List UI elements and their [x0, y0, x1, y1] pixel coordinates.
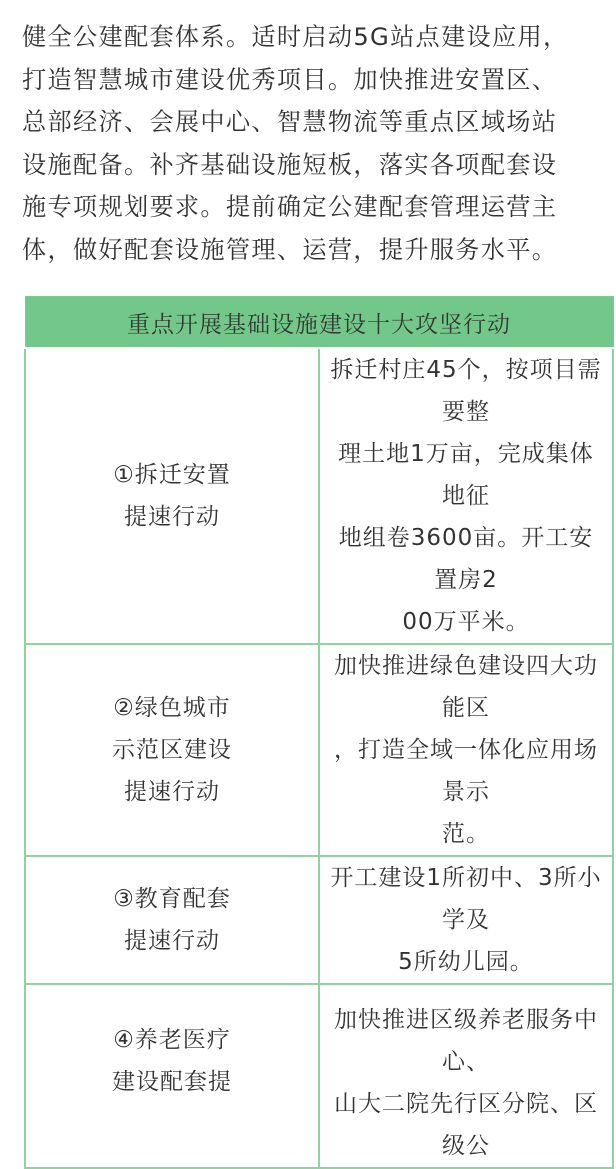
action-name: ④养老医疗 建设配套提 — [25, 984, 319, 1168]
action-name: ①拆迁安置 提速行动 — [25, 348, 319, 644]
actions-table — [24, 296, 614, 1169]
action-description: 加快推进区级养老服务中心、 山大二院先行区分院、区级公 — [319, 984, 613, 1168]
table-title: 重点开展基础设施建设十大攻坚行动 — [25, 297, 613, 349]
table-row — [25, 644, 613, 856]
action-name: ③教育配套 提速行动 — [25, 856, 319, 984]
intro-paragraph: 健全公建配套体系。适时启动5G站点建设应用， 打造智慧城市建设优秀项目。加快推进安置区、 总部经济、会展中心、智慧物流等重点区域场站 设施配备。补齐基础设施短板，落实各项配套设 施专项规划要求。提前确定公建配套管理运营主 体，做好配套设施管理、运营，提升服务水平。 — [22, 23, 569, 264]
actions-table-container — [24, 296, 614, 1169]
table-header-row — [25, 297, 613, 349]
action-description: 加快推进绿色建设四大功能区 ，打造全域一体化应用场景示 范。 — [319, 644, 613, 856]
action-description: 开工建设1所初中、3所小学及 5所幼儿园。 — [319, 856, 613, 984]
action-name: ②绿色城市 示范区建设 提速行动 — [25, 644, 319, 856]
table-row — [25, 856, 613, 984]
table-row — [25, 984, 613, 1168]
action-description: 拆迁村庄45个，按项目需要整 理土地1万亩，完成集体地征 地组卷3600亩。开工安置房2 00万平米。 — [319, 348, 613, 644]
table-row — [25, 348, 613, 644]
